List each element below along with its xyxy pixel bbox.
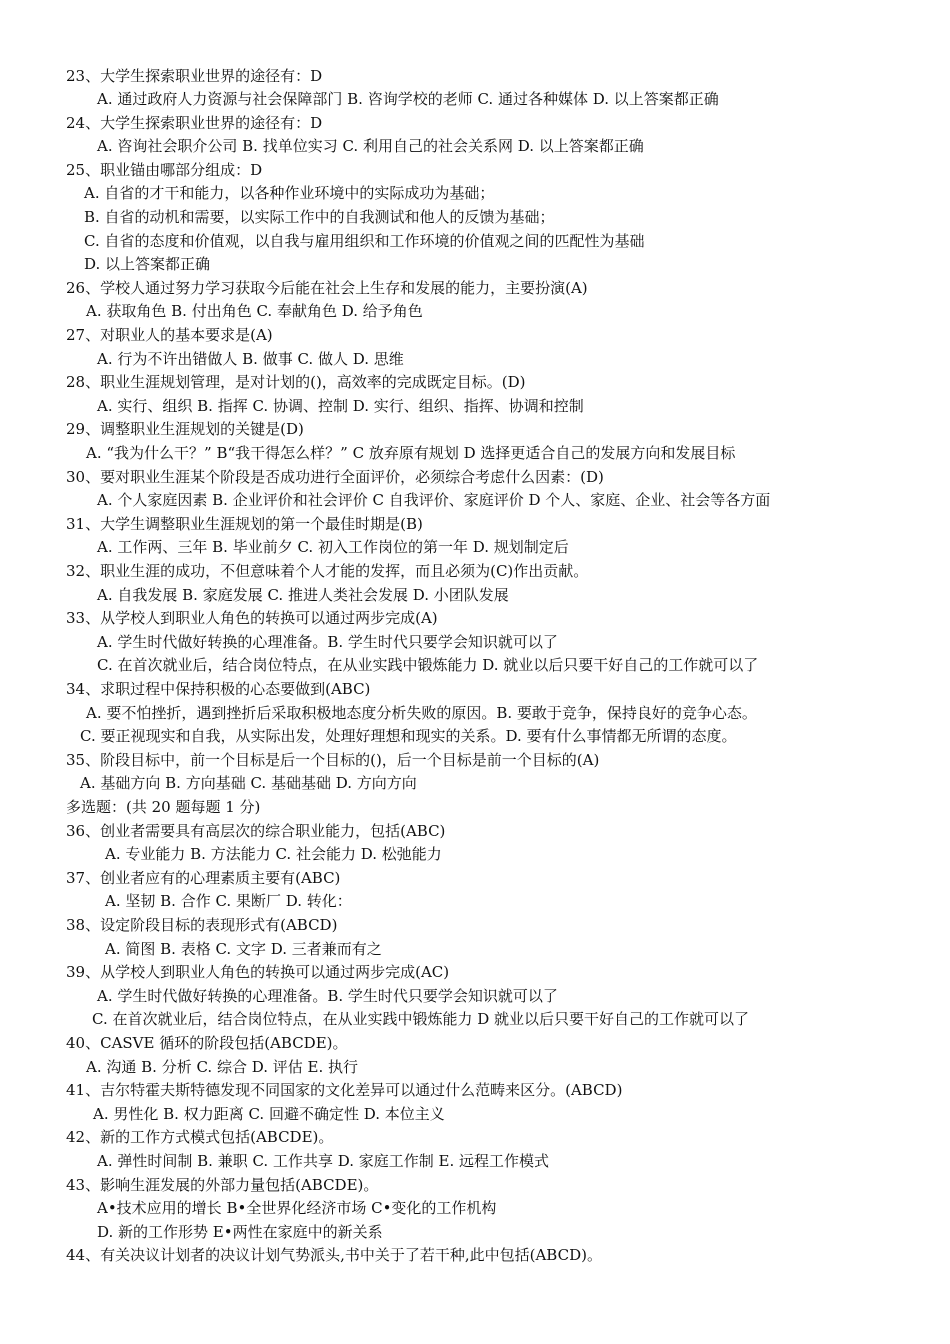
option-line: A. 学生时代做好转换的心理准备。B. 学生时代只要学会知识就可以了 [97,987,558,1005]
option-line: A. 基础方向 B. 方向基础 C. 基础基础 D. 方向方向 [80,774,417,792]
question-line: 35、阶段目标中，前一个目标是后一个目标的()，后一个目标是前一个目标的(A) [66,751,600,769]
question-line: 25、职业锚由哪部分组成：D [66,161,263,179]
option-line: C. 在首次就业后，结合岗位特点，在从业实践中锻炼能力 D. 就业以后只要干好自己的工作就可以了 [97,656,759,674]
question-line: 38、设定阶段目标的表现形式有(ABCD) [66,916,338,934]
option-line: A. 简图 B. 表格 C. 文字 D. 三者兼而有之 [105,940,382,958]
question-line: 40、CASVE 循环的阶段包括(ABCDE)。 [66,1034,348,1052]
question-line: 42、新的工作方式模式包括(ABCDE)。 [66,1128,334,1146]
option-line: A•技术应用的增长 B•全世界化经济市场 C•变化的工作机构 [97,1199,497,1217]
option-line: A. 通过政府人力资源与社会保障部门 B. 咨询学校的老师 C. 通过各种媒体 D. 以上答案都正确 [97,90,719,108]
option-line: C. 自省的态度和价值观，以自我与雇用组织和工作环境的价值观之间的匹配性为基础 [84,232,645,250]
question-line: 44、有关决议计划者的决议计划气势派头,书中关于了若干种,此中包括(ABCD)。 [66,1246,602,1264]
section-heading: 多选题：(共 20 题每题 1 分) [66,798,261,816]
option-line: D. 新的工作形势 E•两性在家庭中的新关系 [97,1223,383,1241]
question-line: 28、职业生涯规划管理，是对计划的()，高效率的完成既定目标。(D) [66,373,526,391]
question-line: 26、学校人通过努力学习获取今后能在社会上生存和发展的能力，主要扮演(A) [66,279,588,297]
question-line: 37、创业者应有的心理素质主要有(ABC) [66,869,341,887]
option-line: A. 弹性时间制 B. 兼职 C. 工作共享 D. 家庭工作制 E. 远程工作模式 [97,1152,549,1170]
option-line: A. 实行、组织 B. 指挥 C. 协调、控制 D. 实行、组织、指挥、协调和控制 [97,397,584,415]
option-line: A. 男性化 B. 权力距离 C. 回避不确定性 D. 本位主义 [93,1105,445,1123]
question-line: 24、大学生探索职业世界的途径有：D [66,114,323,132]
question-line: 41、吉尔特霍夫斯特德发现不同国家的文化差异可以通过什么范畴来区分。(ABCD) [66,1081,623,1099]
option-line: D. 以上答案都正确 [84,255,211,273]
option-line: A. 自我发展 B. 家庭发展 C. 推进人类社会发展 D. 小团队发展 [97,586,509,604]
option-line: C. 要正视现实和自我，从实际出发，处理好理想和现实的关系。D. 要有什么事情都无所谓的态度。 [80,727,737,745]
option-line: A. 专业能力 B. 方法能力 C. 社会能力 D. 松弛能力 [105,845,442,863]
question-line: 29、调整职业生涯规划的关键是(D) [66,420,304,438]
question-line: 27、对职业人的基本要求是(A) [66,326,273,344]
question-line: 32、职业生涯的成功，不但意味着个人才能的发挥，而且必须为(C)作出贡献。 [66,562,589,580]
option-line: A. 学生时代做好转换的心理准备。B. 学生时代只要学会知识就可以了 [97,633,558,651]
option-line: C. 在首次就业后，结合岗位特点，在从业实践中锻炼能力 D 就业以后只要干好自己的工作就可以了 [92,1010,750,1028]
option-line: A. 沟通 B. 分析 C. 综合 D. 评估 E. 执行 [86,1058,358,1076]
option-line: A. 获取角色 B. 付出角色 C. 奉献角色 D. 给予角色 [86,302,423,320]
question-line: 30、要对职业生涯某个阶段是否成功进行全面评价，必须综合考虑什么因素：(D) [66,468,604,486]
question-line: 36、创业者需要具有高层次的综合职业能力，包括(ABC) [66,822,446,840]
option-line: A. 咨询社会职介公司 B. 找单位实习 C. 利用自己的社会关系网 D. 以上答案都正确 [97,137,644,155]
option-line: A. 要不怕挫折，遇到挫折后采取积极地态度分析失败的原因。B. 要敢于竞争，保持良好的竞争心态。 [86,704,757,722]
question-line: 43、影响生涯发展的外部力量包括(ABCDE)。 [66,1176,379,1194]
question-line: 33、从学校人到职业人角色的转换可以通过两步完成(A) [66,609,438,627]
option-line: A. 自省的才干和能力，以各种作业环境中的实际成功为基础； [84,184,495,202]
option-line: A. 坚韧 B. 合作 C. 果断厂 D. 转化： [105,892,352,910]
question-line: 34、求职过程中保持积极的心态要做到(ABC) [66,680,371,698]
option-line: A. “我为什么干？” B“我干得怎么样？” C 放弃原有规划 D 选择更适合自己的发展方向和发展目标 [86,444,736,462]
question-line: 23、大学生探索职业世界的途径有：D [66,67,323,85]
option-line: A. 工作两、三年 B. 毕业前夕 C. 初入工作岗位的第一年 D. 规划制定后 [97,538,569,556]
question-line: 39、从学校人到职业人角色的转换可以通过两步完成(AC) [66,963,450,981]
option-line: A. 行为不许出错做人 B. 做事 C. 做人 D. 思维 [97,350,404,368]
option-line: A. 个人家庭因素 B. 企业评价和社会评价 C 自我评价、家庭评价 D 个人、家庭、企业、社会等各方面 [97,491,771,509]
option-line: B. 自省的动机和需要，以实际工作中的自我测试和他人的反馈为基础； [84,208,555,226]
question-line: 31、大学生调整职业生涯规划的第一个最佳时期是(B) [66,515,423,533]
